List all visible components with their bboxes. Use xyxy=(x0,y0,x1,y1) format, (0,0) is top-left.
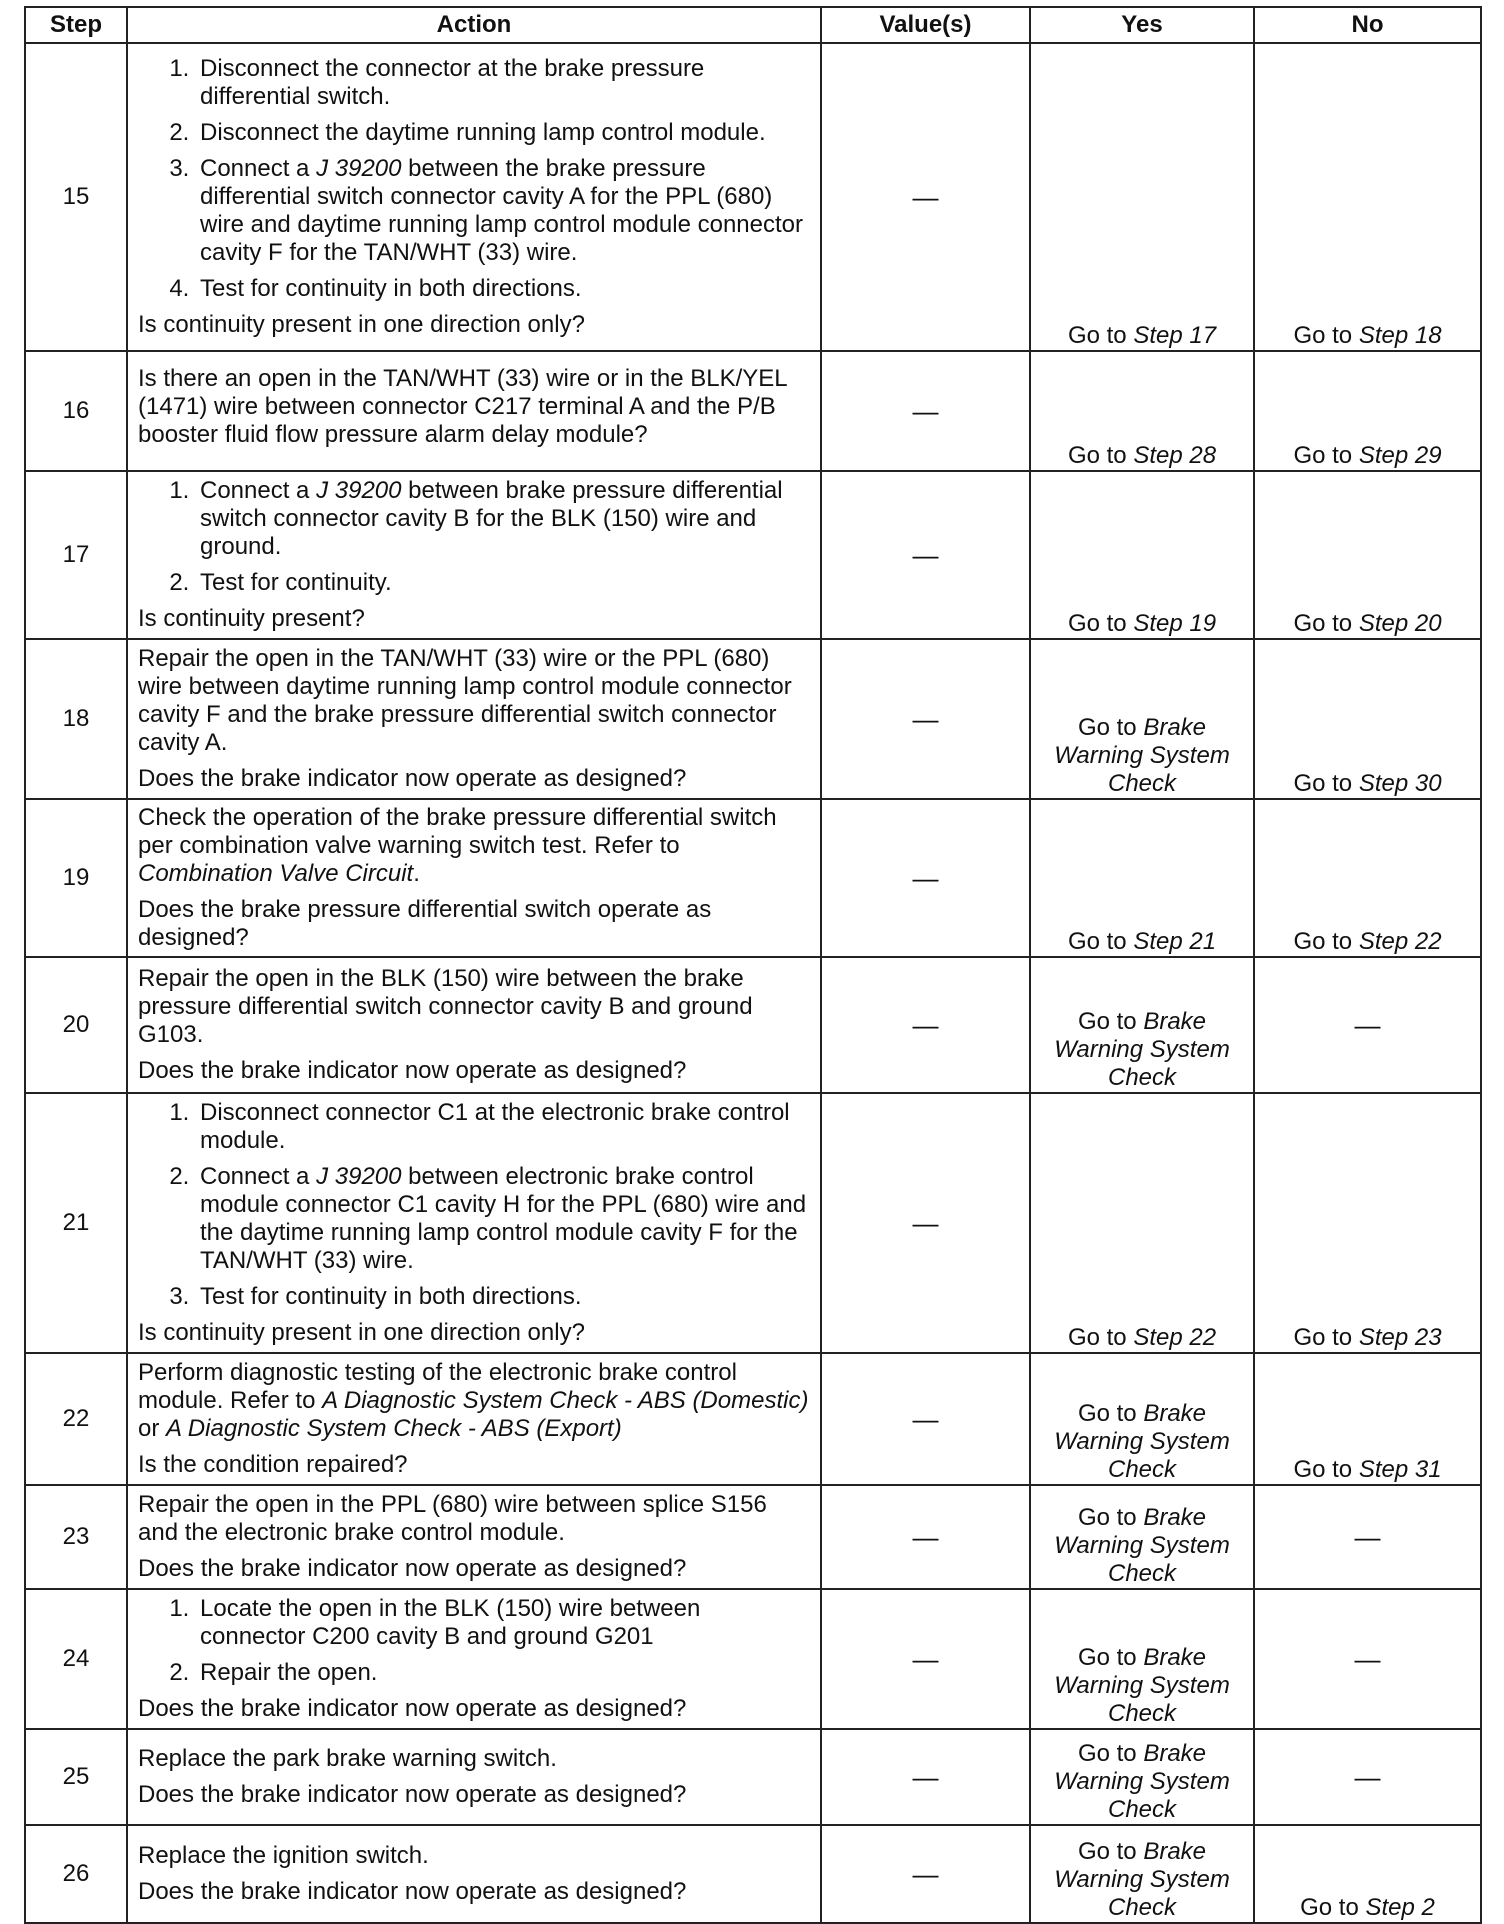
text-run: or xyxy=(138,1415,167,1442)
action-cell xyxy=(127,957,821,1093)
text-run: Is the condition repaired? xyxy=(138,1451,408,1478)
action-cell xyxy=(127,1485,821,1589)
step-number: 24 xyxy=(25,1589,127,1729)
value-cell: — xyxy=(821,1825,1030,1923)
text-run: Go to xyxy=(1067,610,1134,637)
text-run: . xyxy=(413,860,420,887)
value-cell: — xyxy=(821,43,1030,351)
substep xyxy=(196,1283,810,1311)
text-run: Go to xyxy=(1077,1504,1144,1531)
text-run: Go to xyxy=(1293,322,1359,349)
reference-text: Brake Warning System Check xyxy=(1054,1838,1230,1921)
step-number: 15 xyxy=(25,43,127,351)
yes-result xyxy=(1030,1093,1254,1353)
reference-text: Step 2 xyxy=(1365,1894,1435,1921)
action-question xyxy=(138,765,810,793)
value-cell: — xyxy=(821,639,1030,799)
step-number: 18 xyxy=(25,639,127,799)
substep xyxy=(196,477,810,561)
step-number: 20 xyxy=(25,957,127,1093)
text-run: Repair the open in the TAN/WHT (33) wire or the PPL (680) wire between daytime running lamp control module connector cavity F and the brake pressure differential switch connector cavity A. xyxy=(138,645,792,756)
text-run: Test for continuity in both directions. xyxy=(200,1283,582,1310)
no-result xyxy=(1254,957,1481,1093)
action-text xyxy=(138,365,810,449)
substep xyxy=(196,1595,810,1651)
value-cell: — xyxy=(821,1353,1030,1485)
text-run: Connect a xyxy=(200,477,317,504)
table-row xyxy=(25,1825,1481,1923)
action-cell xyxy=(127,351,821,471)
reference-text: Step 31 xyxy=(1358,1456,1442,1483)
table-body xyxy=(25,43,1481,1923)
table-row xyxy=(25,799,1481,957)
text-run: Connect a xyxy=(200,1163,317,1190)
table-row xyxy=(25,957,1481,1093)
step-number: 22 xyxy=(25,1353,127,1485)
yes-result xyxy=(1030,957,1254,1093)
action-text xyxy=(138,965,810,1049)
table-row xyxy=(25,1729,1481,1825)
text-run: Go to xyxy=(1293,928,1359,955)
text-run: Repair the open in the BLK (150) wire between the brake pressure differential switch connector cavity B and ground G103. xyxy=(138,965,753,1048)
reference-text: Step 30 xyxy=(1358,770,1442,797)
reference-text: Brake Warning System Check xyxy=(1054,714,1230,797)
text-run: Go to xyxy=(1293,1324,1359,1351)
text-run: Go to xyxy=(1300,1894,1366,1921)
action-cell xyxy=(127,1589,821,1729)
text-run: Go to xyxy=(1077,1008,1144,1035)
yes-result xyxy=(1030,351,1254,471)
substep xyxy=(196,155,810,267)
yes-result xyxy=(1030,1485,1254,1589)
text-run: — xyxy=(1354,1644,1381,1674)
reference-text: Step 28 xyxy=(1133,442,1217,469)
value-cell: — xyxy=(821,799,1030,957)
text-run: between brake pressure differential switch connector cavity B for the BLK (150) wire and ground. xyxy=(200,477,783,560)
no-result xyxy=(1254,1093,1481,1353)
table-row xyxy=(25,351,1481,471)
text-run: — xyxy=(1354,1010,1381,1040)
action-text xyxy=(138,1359,810,1443)
reference-text: J 39200 xyxy=(316,1163,402,1190)
text-run: Is there an open in the TAN/WHT (33) wire or in the BLK/YEL (1471) wire between connector C217 terminal A and the P/B booster fluid flow pressure alarm delay module? xyxy=(138,365,787,448)
reference-text: Step 17 xyxy=(1133,322,1217,349)
table-row xyxy=(25,639,1481,799)
action-cell xyxy=(127,639,821,799)
no-result xyxy=(1254,1353,1481,1485)
yes-result xyxy=(1030,1353,1254,1485)
action-question xyxy=(138,1878,810,1906)
text-run: Does the brake indicator now operate as designed? xyxy=(138,1878,687,1905)
text-run: between electronic brake control module connector C1 cavity H for the PPL (680) wire and the daytime running lamp control module cavity F for the TAN/WHT (33) wire. xyxy=(200,1163,807,1274)
text-run: Go to xyxy=(1077,1740,1144,1767)
reference-text: Brake Warning System Check xyxy=(1054,1644,1230,1727)
action-text xyxy=(138,1491,810,1547)
reference-text: Step 29 xyxy=(1358,442,1442,469)
text-run: Go to xyxy=(1077,1838,1144,1865)
reference-text: Step 18 xyxy=(1358,322,1442,349)
yes-result xyxy=(1030,43,1254,351)
step-number: 17 xyxy=(25,471,127,639)
reference-text: Combination Valve Circuit xyxy=(138,860,414,887)
table-row xyxy=(25,471,1481,639)
yes-result xyxy=(1030,799,1254,957)
text-run: Test for continuity in both directions. xyxy=(200,275,582,302)
text-run: Go to xyxy=(1077,1400,1144,1427)
text-run: Perform diagnostic testing of the electronic brake control module. Refer to xyxy=(138,1359,737,1414)
step-number: 23 xyxy=(25,1485,127,1589)
text-run: Disconnect connector C1 at the electronic brake control module. xyxy=(200,1099,790,1154)
action-question xyxy=(138,896,810,952)
substep-list xyxy=(138,1595,810,1687)
yes-result xyxy=(1030,639,1254,799)
reference-text: Step 22 xyxy=(1133,1324,1217,1351)
header-values: Value(s) xyxy=(821,7,1030,43)
action-cell xyxy=(127,799,821,957)
substep-list xyxy=(138,1099,810,1311)
reference-text: Step 21 xyxy=(1133,928,1217,955)
no-result xyxy=(1254,351,1481,471)
action-question xyxy=(138,1319,810,1347)
action-cell xyxy=(127,1729,821,1825)
value-cell: — xyxy=(821,1485,1030,1589)
no-result xyxy=(1254,471,1481,639)
substep xyxy=(196,1099,810,1155)
action-question xyxy=(138,1781,810,1809)
text-run: Go to xyxy=(1077,1644,1144,1671)
action-question xyxy=(138,1057,810,1085)
yes-result xyxy=(1030,1729,1254,1825)
text-run: Go to xyxy=(1067,322,1134,349)
table-row xyxy=(25,1589,1481,1729)
step-number: 19 xyxy=(25,799,127,957)
text-run: Go to xyxy=(1067,928,1134,955)
step-number: 26 xyxy=(25,1825,127,1923)
text-run: Does the brake indicator now operate as designed? xyxy=(138,1057,687,1084)
substep xyxy=(196,1163,810,1275)
reference-text: Step 19 xyxy=(1133,610,1217,637)
reference-text: Brake Warning System Check xyxy=(1054,1504,1230,1587)
action-question xyxy=(138,605,810,633)
no-result xyxy=(1254,799,1481,957)
reference-text: J 39200 xyxy=(316,155,402,182)
text-run: — xyxy=(1354,1522,1381,1552)
text-run: Locate the open in the BLK (150) wire between connector C200 cavity B and ground G201 xyxy=(200,1595,701,1650)
no-result xyxy=(1254,1485,1481,1589)
table-header xyxy=(25,7,1481,43)
text-run: Is continuity present in one direction only? xyxy=(138,1319,585,1346)
no-result xyxy=(1254,1825,1481,1923)
substep-list xyxy=(138,55,810,303)
yes-result xyxy=(1030,471,1254,639)
value-cell: — xyxy=(821,1589,1030,1729)
text-run: Is continuity present? xyxy=(138,605,365,632)
value-cell: — xyxy=(821,471,1030,639)
header-row xyxy=(25,7,1481,43)
no-result xyxy=(1254,639,1481,799)
reference-text: A Diagnostic System Check - ABS (Domestic) xyxy=(322,1387,809,1414)
substep xyxy=(196,119,810,147)
action-text xyxy=(138,645,810,757)
action-question xyxy=(138,1695,810,1723)
no-result xyxy=(1254,43,1481,351)
text-run: Repair the open in the PPL (680) wire between splice S156 and the electronic brake control module. xyxy=(138,1491,767,1546)
reference-text: J 39200 xyxy=(316,477,402,504)
reference-text: Brake Warning System Check xyxy=(1054,1740,1230,1823)
substep-list xyxy=(138,477,810,597)
text-run: Replace the park brake warning switch. xyxy=(138,1745,557,1772)
step-number: 21 xyxy=(25,1093,127,1353)
reference-text: Brake Warning System Check xyxy=(1054,1400,1230,1483)
text-run: Replace the ignition switch. xyxy=(138,1842,429,1869)
no-result xyxy=(1254,1589,1481,1729)
text-run: Does the brake indicator now operate as designed? xyxy=(138,1555,687,1582)
yes-result xyxy=(1030,1825,1254,1923)
header-no: No xyxy=(1254,7,1481,43)
action-cell xyxy=(127,1093,821,1353)
text-run: Go to xyxy=(1067,442,1134,469)
table-row xyxy=(25,1485,1481,1589)
text-run: between the brake pressure differential switch connector cavity A for the PPL (680) wire and daytime running lamp control module connector cavity F for the TAN/WHT (33) wire. xyxy=(200,155,803,266)
text-run: Go to xyxy=(1293,1456,1359,1483)
action-text xyxy=(138,1842,810,1870)
text-run: Does the brake indicator now operate as designed? xyxy=(138,1695,687,1722)
action-cell xyxy=(127,43,821,351)
text-run: Is continuity present in one direction only? xyxy=(138,311,585,338)
header-yes: Yes xyxy=(1030,7,1254,43)
text-run: Go to xyxy=(1067,1324,1134,1351)
action-text xyxy=(138,1745,810,1773)
step-number: 25 xyxy=(25,1729,127,1825)
table-row xyxy=(25,1353,1481,1485)
reference-text: Step 22 xyxy=(1358,928,1442,955)
substep xyxy=(196,1659,810,1687)
substep xyxy=(196,569,810,597)
text-run: Does the brake indicator now operate as designed? xyxy=(138,765,687,792)
table-row xyxy=(25,1093,1481,1353)
text-run: Does the brake pressure differential switch operate as designed? xyxy=(138,896,712,951)
step-number: 16 xyxy=(25,351,127,471)
reference-text: Step 23 xyxy=(1358,1324,1442,1351)
text-run: Disconnect the connector at the brake pressure differential switch. xyxy=(200,55,705,110)
action-question xyxy=(138,1451,810,1479)
table-row xyxy=(25,43,1481,351)
header-step: Step xyxy=(25,7,127,43)
yes-result xyxy=(1030,1589,1254,1729)
reference-text: Brake Warning System Check xyxy=(1054,1008,1230,1091)
action-cell xyxy=(127,471,821,639)
text-run: Connect a xyxy=(200,155,317,182)
text-run: Does the brake indicator now operate as designed? xyxy=(138,1781,687,1808)
action-cell xyxy=(127,1353,821,1485)
header-action: Action xyxy=(127,7,821,43)
substep xyxy=(196,55,810,111)
text-run: Repair the open. xyxy=(200,1659,378,1686)
value-cell: — xyxy=(821,957,1030,1093)
text-run: Test for continuity. xyxy=(200,569,392,596)
action-cell xyxy=(127,1825,821,1923)
text-run: Go to xyxy=(1293,442,1359,469)
text-run: Go to xyxy=(1077,714,1144,741)
text-run: Go to xyxy=(1293,610,1359,637)
no-result xyxy=(1254,1729,1481,1825)
value-cell: — xyxy=(821,1093,1030,1353)
text-run: — xyxy=(1354,1762,1381,1792)
substep xyxy=(196,275,810,303)
value-cell: — xyxy=(821,1729,1030,1825)
value-cell: — xyxy=(821,351,1030,471)
reference-text: Step 20 xyxy=(1358,610,1442,637)
text-run: Go to xyxy=(1293,770,1359,797)
text-run: Disconnect the daytime running lamp control module. xyxy=(200,119,766,146)
action-question xyxy=(138,1555,810,1583)
reference-text: A Diagnostic System Check - ABS (Export) xyxy=(166,1415,622,1442)
action-text xyxy=(138,804,810,888)
action-question xyxy=(138,311,810,339)
diagnostic-steps-table xyxy=(24,6,1482,1924)
text-run: Check the operation of the brake pressure differential switch per combination valve warning switch test. Refer to xyxy=(138,804,777,859)
